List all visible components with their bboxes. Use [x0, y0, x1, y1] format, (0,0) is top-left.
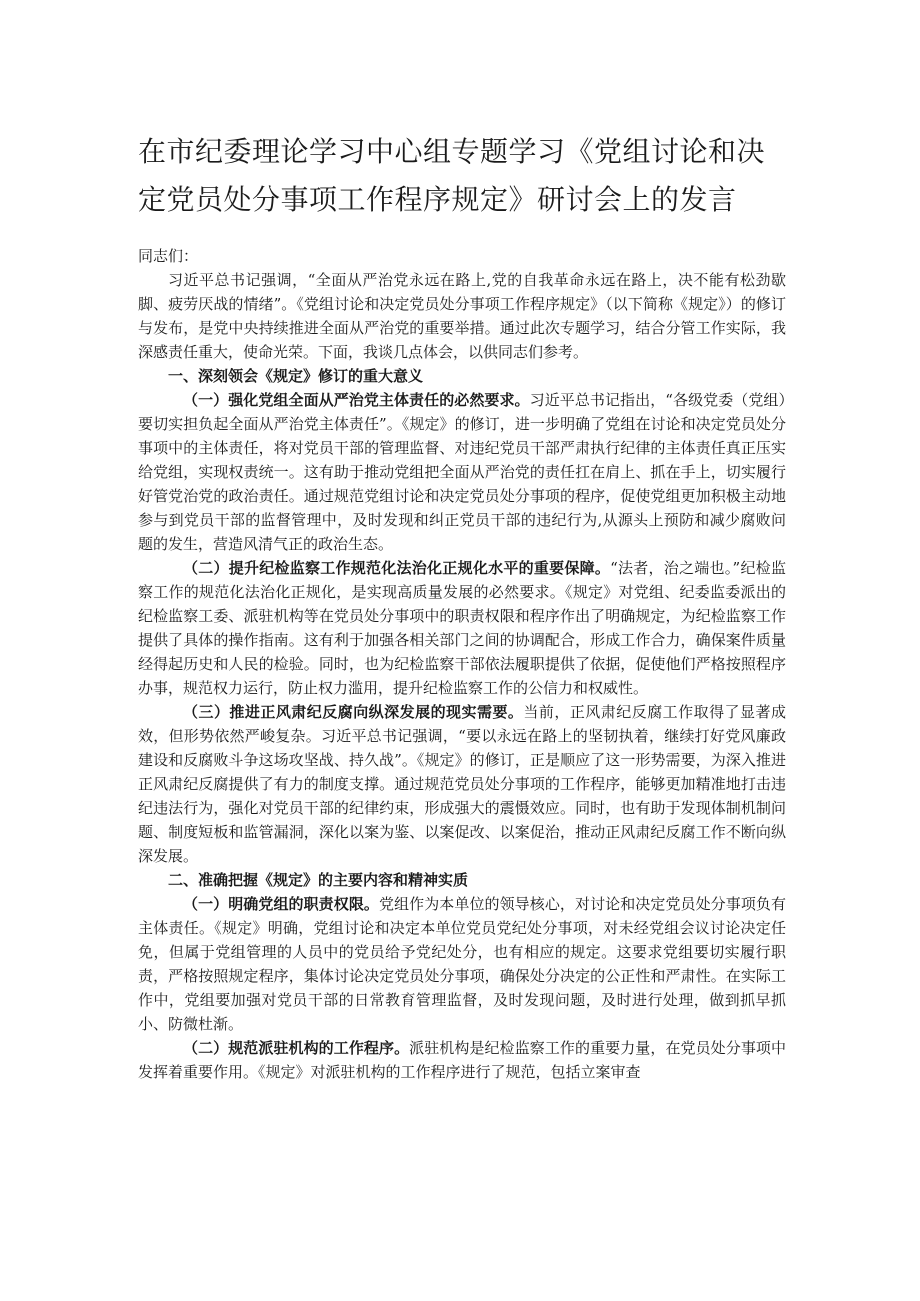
- intro-paragraph: 习近平总书记强调，“全面从严治党永远在路上,党的自我革命永远在路上，决不能有松劲歇脚、疲劳厌战的情绪”。《党组讨论和决定党员处分事项工作程序规定》（以下简称《规定》）的修订与发布，是党中央持续推进全面从严治党的重要举措。通过此次专题学习，结合分管工作实际，我深感责任重大，使命光荣。下面，我谈几点体会，以供同志们参考。: [138, 271, 786, 361]
- item-lead: （三）推进正风肃纪反腐向纵深发展的现实需要。: [183, 703, 524, 721]
- item-lead: （一）强化党组全面从严治党主体责任的必然要求。: [183, 391, 530, 409]
- item-text: 党组作为本单位的领导核心，对讨论和决定党员处分事项负有主体责任。《规定》明确，党组讨论和决定本单位党员党纪处分事项，对未经党组会议讨论决定任免，但属于党组管理的人员中的党员给予党纪处分，也有相应的规定。这要求党组要切实履行职责，严格按照规定程序，集体讨论决定党员处分事项，确保处分决定的公正性和严肃性。在实际工作中，党组要加强对党员干部的日常教育管理监督，及时发现问题，及时进行处理，做到抓早抓小、防微杜渐。: [138, 895, 786, 1033]
- item-text: 当前，正风肃纪反腐工作取得了显著成效，但形势依然严峻复杂。习近平总书记强调，“要以永远在路上的坚韧执着，继续打好党风廉政建设和反腐败斗争这场攻坚战、持久战”。《规定》的修订，正是顺应了这一形势需要，为深入推进正风肃纪反腐提供了有力的制度支撑。通过规范党员处分事项的工作程序，能够更加精准地打击违纪违法行为，强化对党员干部的纪律约束，形成强大的震慑效应。同时，也有助于发现体制机制问题、制度短板和监管漏洞，深化以案为鉴、以案促改、以案促治，推动正风肃纪反腐工作不断向纵深发展。: [138, 703, 786, 865]
- section-heading-2: 二、准确把握《规定》的主要内容和精神实质: [168, 871, 469, 889]
- section-2-item-2: [138, 1036, 786, 1084]
- item-lead: （二）提升纪检监察工作规范化法治化正规化水平的重要保障。: [183, 559, 611, 577]
- item-text: 派驻机构是纪检监察工作的重要力量，在党员处分事项中发挥着重要作用。《规定》对派驻机构的工作程序进行了规范，包括立案审查: [138, 1039, 786, 1081]
- section-2-item-1: [138, 892, 786, 1036]
- item-lead: （一）明确党组的职责权限。: [183, 895, 379, 913]
- section-1-item-2: [138, 556, 786, 700]
- document-title: 在市纪委理论学习中心组专题学习《党组讨论和决定党员处分事项工作程序规定》研讨会上的发言: [138, 135, 766, 216]
- section-1-item-1: [138, 388, 786, 556]
- item-lead: （二）规范派驻机构的工作程序。: [183, 1039, 410, 1057]
- section-heading-1: 一、深刻领会《规定》修订的重大意义: [168, 367, 424, 385]
- document-page: [138, 128, 786, 1084]
- salutation: 同志们：: [138, 247, 199, 265]
- item-text: “法者，治之端也。”纪检监察工作的规范化法治化正规化，是实现高质量发展的必然要求。《规定》对党组、纪委监委派出的纪检监察工委、派驻机构等在党员处分事项中的职责权限和程序作出了明确规定，为纪检监察工作提供了具体的操作指南。这有利于加强各相关部门之间的协调配合，形成工作合力，确保案件质量经得起历史和人民的检验。同时，也为纪检监察干部依法履职提供了依据，促使他们严格按照程序办事，规范权力运行，防止权力滥用，提升纪检监察工作的公信力和权威性。: [138, 559, 786, 697]
- section-1-item-3: [138, 700, 786, 868]
- item-text: 习近平总书记指出，“各级党委（党组）要切实担负起全面从严治党主体责任”。《规定》的修订，进一步明确了党组在讨论和决定党员处分事项中的主体责任，将对党员干部的管理监督、对违纪党员干部严肃执行纪律的主体责任真正压实给党组，实现权责统一。这有助于推动党组把全面从严治党的责任扛在肩上、抓在手上，切实履行好管党治党的政治责任。通过规范党组讨论和决定党员处分事项的程序，促使党组更加积极主动地参与到党员干部的监督管理中，及时发现和纠正党员干部的违纪行为,从源头上预防和减少腐败问题的发生，营造风清气正的政治生态。: [138, 391, 786, 553]
